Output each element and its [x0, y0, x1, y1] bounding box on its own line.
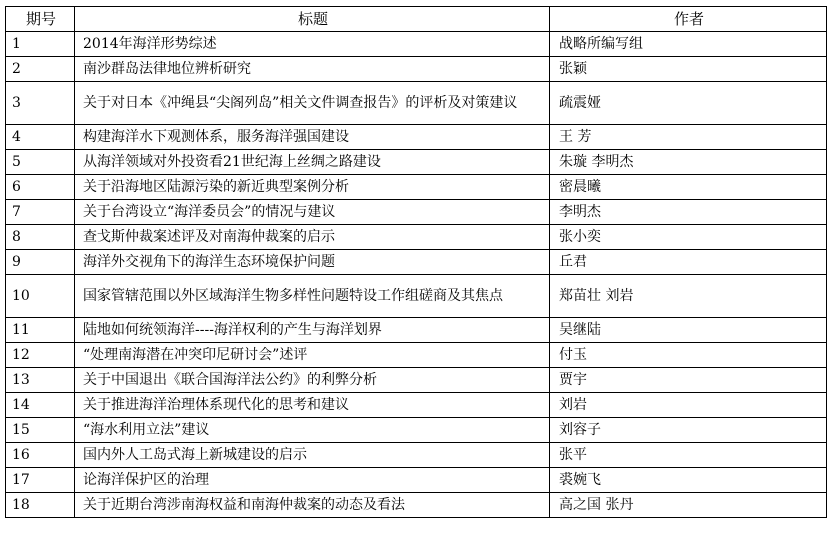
issue-number-cell: 8: [6, 225, 75, 250]
issue-number-cell: 16: [6, 443, 75, 468]
publication-table: [5, 6, 827, 518]
table-row: [6, 250, 827, 275]
title-cell: 查戈斯仲裁案述评及对南海仲裁案的启示: [75, 225, 550, 250]
title-cell: 国家管辖范围以外区域海洋生物多样性问题特设工作组磋商及其焦点: [75, 275, 550, 318]
table-row: [6, 275, 827, 318]
issue-number-cell: 11: [6, 318, 75, 343]
title-cell: 陆地如何统领海洋----海洋权利的产生与海洋划界: [75, 318, 550, 343]
title-cell: 国内外人工岛式海上新城建设的启示: [75, 443, 550, 468]
header-title: 标题: [75, 7, 550, 32]
issue-number-cell: 2: [6, 57, 75, 82]
issue-number-cell: 3: [6, 82, 75, 125]
table-header: [6, 7, 827, 32]
issue-number-cell: 15: [6, 418, 75, 443]
table-row: [6, 468, 827, 493]
table-row: [6, 368, 827, 393]
title-cell: “处理南海潜在冲突印尼研讨会”述评: [75, 343, 550, 368]
author-cell: 吴继陆: [550, 318, 827, 343]
issue-number-cell: 4: [6, 125, 75, 150]
title-cell: “海水利用立法”建议: [75, 418, 550, 443]
issue-number-cell: 12: [6, 343, 75, 368]
table-row: [6, 125, 827, 150]
issue-number-cell: 7: [6, 200, 75, 225]
header-author: 作者: [550, 7, 827, 32]
title-cell: 关于沿海地区陆源污染的新近典型案例分析: [75, 175, 550, 200]
table-row: [6, 493, 827, 518]
author-cell: 密晨曦: [550, 175, 827, 200]
title-cell: 关于近期台湾涉南海权益和南海仲裁案的动态及看法: [75, 493, 550, 518]
table-row: [6, 318, 827, 343]
issue-number-cell: 5: [6, 150, 75, 175]
issue-number-cell: 1: [6, 32, 75, 57]
table-row: [6, 150, 827, 175]
table-row: [6, 418, 827, 443]
table-body: [6, 32, 827, 518]
issue-number-cell: 10: [6, 275, 75, 318]
table-row: [6, 175, 827, 200]
issue-number-cell: 18: [6, 493, 75, 518]
title-cell: 构建海洋水下观测体系，服务海洋强国建设: [75, 125, 550, 150]
table-row: [6, 57, 827, 82]
author-cell: 裘婉飞: [550, 468, 827, 493]
author-cell: 郑苗壮 刘岩: [550, 275, 827, 318]
issue-number-cell: 6: [6, 175, 75, 200]
header-issue-number: 期号: [6, 7, 75, 32]
table-row: [6, 200, 827, 225]
issue-number-cell: 14: [6, 393, 75, 418]
table-row: [6, 82, 827, 125]
table-row: [6, 32, 827, 57]
header-row: [6, 7, 827, 32]
title-cell: 论海洋保护区的治理: [75, 468, 550, 493]
issue-number-cell: 17: [6, 468, 75, 493]
table-row: [6, 443, 827, 468]
title-cell: 关于台湾设立“海洋委员会”的情况与建议: [75, 200, 550, 225]
table-row: [6, 393, 827, 418]
title-cell: 关于对日本《冲绳县“尖阁列岛”相关文件调查报告》的评析及对策建议: [75, 82, 550, 125]
author-cell: 张平: [550, 443, 827, 468]
title-cell: 关于推进海洋治理体系现代化的思考和建议: [75, 393, 550, 418]
title-cell: 南沙群岛法律地位辨析研究: [75, 57, 550, 82]
author-cell: 刘岩: [550, 393, 827, 418]
author-cell: 刘容子: [550, 418, 827, 443]
title-cell: 关于中国退出《联合国海洋法公约》的利弊分析: [75, 368, 550, 393]
author-cell: 王 芳: [550, 125, 827, 150]
author-cell: 战略所编写组: [550, 32, 827, 57]
title-cell: 2014年海洋形势综述: [75, 32, 550, 57]
issue-number-cell: 9: [6, 250, 75, 275]
issue-number-cell: 13: [6, 368, 75, 393]
author-cell: 张颖: [550, 57, 827, 82]
author-cell: 张小奕: [550, 225, 827, 250]
author-cell: 丘君: [550, 250, 827, 275]
author-cell: 付玉: [550, 343, 827, 368]
title-cell: 从海洋领域对外投资看21世纪海上丝绸之路建设: [75, 150, 550, 175]
author-cell: 贾宇: [550, 368, 827, 393]
table-row: [6, 343, 827, 368]
author-cell: 李明杰: [550, 200, 827, 225]
table-row: [6, 225, 827, 250]
author-cell: 高之国 张丹: [550, 493, 827, 518]
author-cell: 朱璇 李明杰: [550, 150, 827, 175]
title-cell: 海洋外交视角下的海洋生态环境保护问题: [75, 250, 550, 275]
author-cell: 疏震娅: [550, 82, 827, 125]
